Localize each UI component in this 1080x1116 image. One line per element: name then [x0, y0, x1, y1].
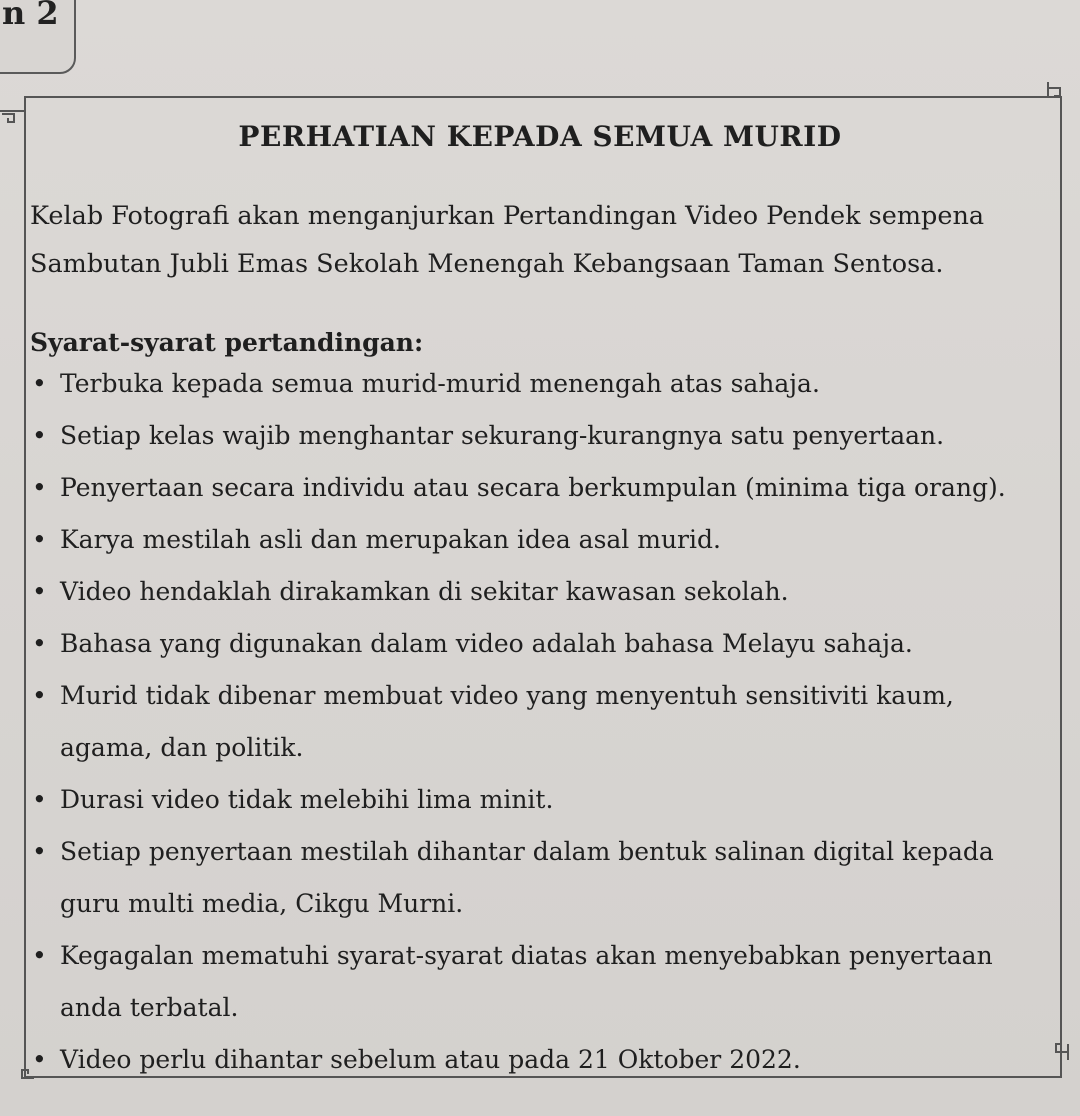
notice-intro: Kelab Fotografi akan menganjurkan Pertandingan Video Pendek sempena Sambutan Jubli Emas Sekolah Menengah Kebangsaan Taman Sentosa. [30, 201, 985, 279]
condition-item: • Bahasa yang digunakan dalam video adalah bahasa Melayu sahaja. [30, 618, 1050, 670]
condition-item: • Kegagalan mematuhi syarat-syarat diatas akan menyebabkan penyertaan anda terbatal. [30, 930, 1050, 1034]
conditions-heading: Syarat-syarat pertandingan: [30, 328, 424, 357]
corner-ornament-icon [1044, 80, 1066, 102]
condition-item: • Murid tidak dibenar membuat video yang menyentuh sensitiviti kaum, agama, dan politik. [30, 670, 1050, 774]
corner-ornament-icon [1052, 1040, 1074, 1062]
condition-item: • Setiap kelas wajib menghantar sekurang-kurangnya satu penyertaan. [30, 410, 1050, 462]
condition-item: • Terbuka kepada semua murid-murid menengah atas sahaja. [30, 358, 1050, 410]
page-tab [0, 0, 76, 74]
condition-item: • Karya mestilah asli dan merupakan idea asal murid. [30, 514, 1050, 566]
page-tab-label: n 2 [2, 0, 59, 32]
condition-item: • Setiap penyertaan mestilah dihantar dalam bentuk salinan digital kepada guru multi media, Cikgu Murni. [30, 826, 1050, 930]
condition-item: • Video perlu dihantar sebelum atau pada 21 Oktober 2022. [30, 1034, 1050, 1086]
notice-title: PERHATIAN KEPADA SEMUA MURID [238, 120, 842, 153]
condition-item: • Durasi video tidak melebihi lima minit. [30, 774, 1050, 826]
conditions-list [30, 358, 1050, 1086]
condition-item: • Video hendaklah dirakamkan di sekitar kawasan sekolah. [30, 566, 1050, 618]
condition-item: • Penyertaan secara individu atau secara berkumpulan (minima tiga orang). [30, 462, 1050, 514]
